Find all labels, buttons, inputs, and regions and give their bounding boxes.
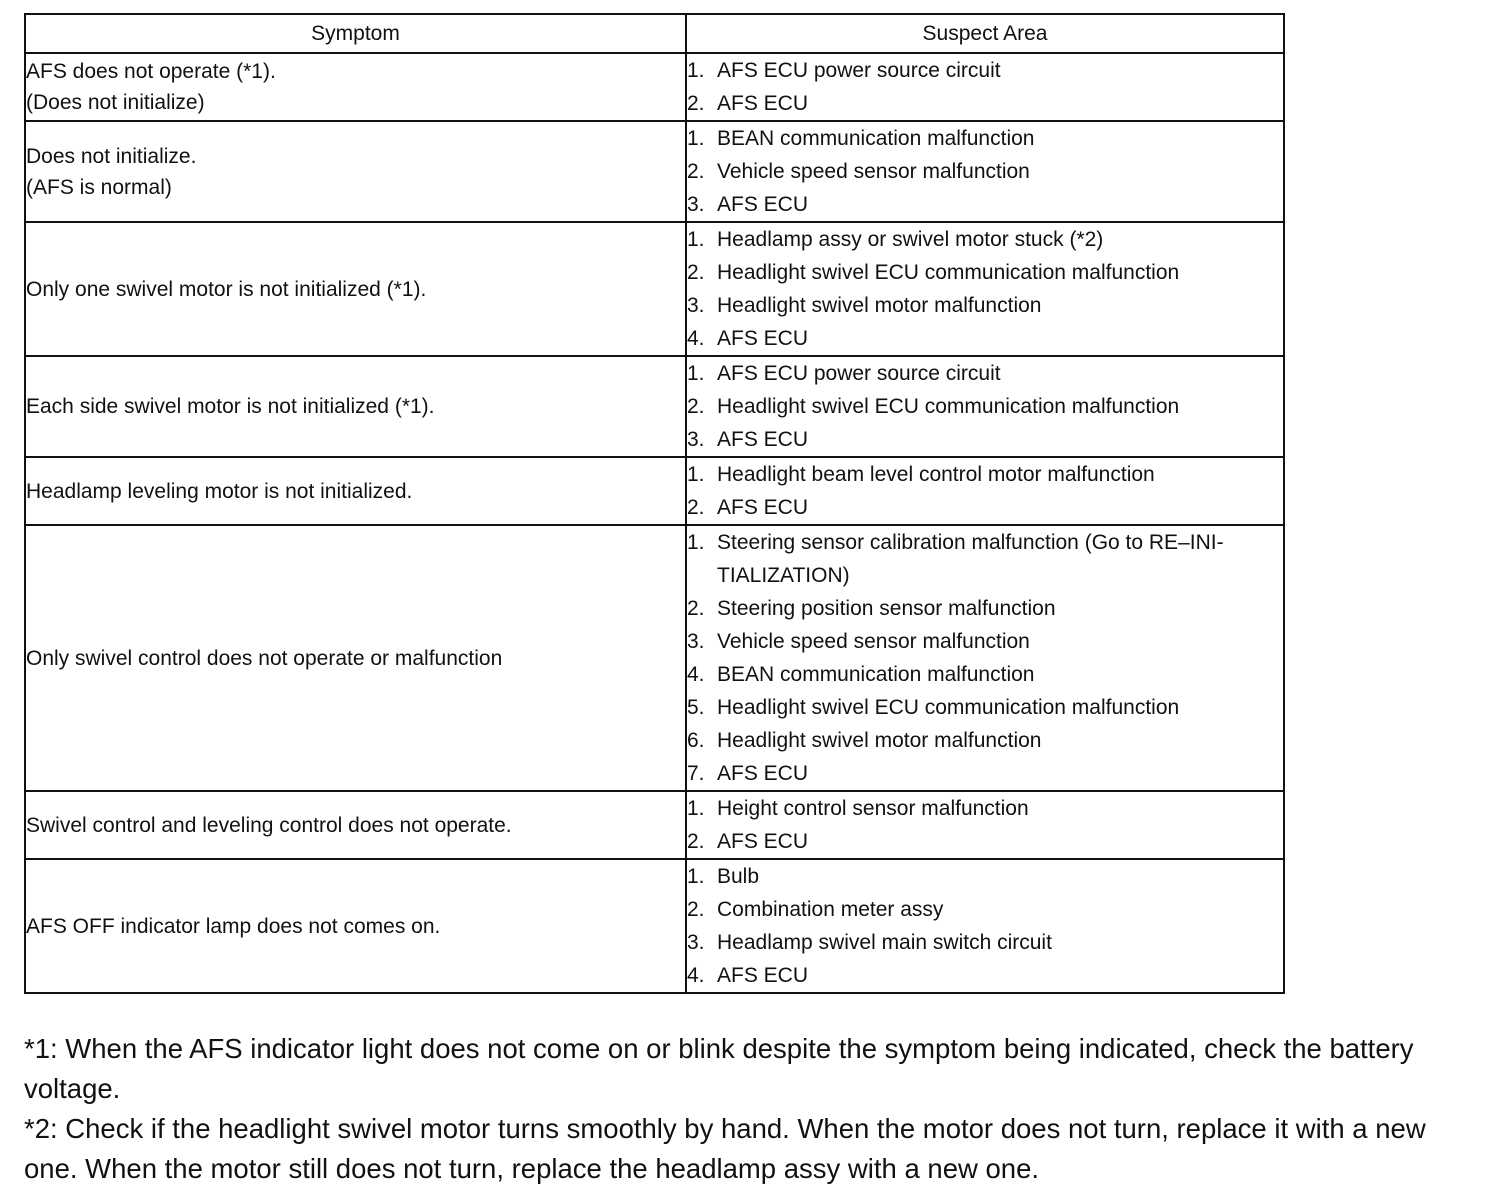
suspect-text: AFS ECU <box>717 762 809 785</box>
symptom-cell <box>25 121 686 222</box>
suspect-area-header: Suspect Area <box>686 14 1284 53</box>
suspect-number: 1. <box>687 59 705 82</box>
suspect-item <box>687 724 1283 757</box>
suspect-item <box>687 256 1283 289</box>
suspect-number: 2. <box>687 898 705 921</box>
suspect-list <box>687 792 1283 858</box>
suspect-number: 1. <box>687 797 705 820</box>
suspect-area-cell <box>686 791 1284 859</box>
suspect-list <box>687 223 1283 355</box>
suspect-number: 3. <box>687 428 705 451</box>
suspect-number: 2. <box>687 395 705 418</box>
symptom-text: AFS OFF indicator lamp does not comes on. <box>26 914 441 938</box>
symptom-cell <box>25 222 686 356</box>
symptom-text: Headlamp leveling motor is not initialized. <box>26 479 413 503</box>
suspect-number: 1. <box>687 531 705 554</box>
symptom-cell <box>25 525 686 791</box>
suspect-item <box>687 825 1283 858</box>
suspect-item <box>687 592 1283 625</box>
suspect-number: 2. <box>687 496 705 519</box>
suspect-number: 2. <box>687 160 705 183</box>
symptom-cell <box>25 457 686 525</box>
suspect-item <box>687 792 1283 825</box>
suspect-item <box>687 357 1283 390</box>
suspect-item <box>687 458 1283 491</box>
suspect-text: AFS ECU <box>717 496 809 519</box>
suspect-text: AFS ECU <box>717 830 809 853</box>
suspect-area-cell <box>686 222 1284 356</box>
suspect-text: AFS ECU <box>717 428 809 451</box>
suspect-text: AFS ECU power source circuit <box>717 59 1001 82</box>
trouble-table <box>24 13 1285 994</box>
suspect-text: AFS ECU <box>717 964 809 987</box>
suspect-text: Steering position sensor malfunction <box>717 597 1056 620</box>
suspect-text: Headlight swivel motor malfunction <box>717 729 1042 752</box>
suspect-item <box>687 625 1283 658</box>
suspect-list <box>687 458 1283 524</box>
suspect-text: AFS ECU <box>717 327 809 350</box>
suspect-area-cell <box>686 53 1284 121</box>
symptom-text: Only swivel control does not operate or malfunction <box>26 646 503 670</box>
symptom-header: Symptom <box>25 14 686 53</box>
table-row <box>25 222 1284 356</box>
suspect-item <box>687 390 1283 423</box>
suspect-text: Headlamp assy or swivel motor stuck (*2) <box>717 228 1104 251</box>
suspect-text: BEAN communication malfunction <box>717 127 1035 150</box>
suspect-list <box>687 357 1283 456</box>
footnote-1: *1: When the AFS indicator light does not come on or blink despite the symptom being indicated, check the battery voltage. <box>24 1033 1414 1104</box>
suspect-item <box>687 423 1283 456</box>
suspect-item <box>687 491 1283 524</box>
suspect-text: Headlight swivel ECU communication malfunction <box>717 395 1180 418</box>
suspect-number: 5. <box>687 696 705 719</box>
table-row <box>25 859 1284 993</box>
suspect-list <box>687 860 1283 992</box>
symptom-cell <box>25 53 686 121</box>
suspect-area-cell <box>686 121 1284 222</box>
suspect-item <box>687 289 1283 322</box>
table-row <box>25 791 1284 859</box>
suspect-number: 2. <box>687 830 705 853</box>
suspect-number: 2. <box>687 261 705 284</box>
table-row <box>25 525 1284 791</box>
footnote-2: *2: Check if the headlight swivel motor turns smoothly by hand. When the motor does not turn, replace it with a new one. When the motor still does not turn, replace the headlamp assy with a new one. <box>24 1113 1426 1184</box>
symptom-text: AFS does not operate (*1). <box>26 60 276 83</box>
suspect-number: 2. <box>687 92 705 115</box>
suspect-number: 1. <box>687 228 705 251</box>
suspect-item <box>687 322 1283 355</box>
suspect-item <box>687 188 1283 221</box>
suspect-text: Headlight beam level control motor malfunction <box>717 463 1155 486</box>
suspect-item <box>687 893 1283 926</box>
suspect-number: 4. <box>687 964 705 987</box>
suspect-number: 3. <box>687 931 705 954</box>
suspect-list <box>687 526 1283 790</box>
suspect-text: Vehicle speed sensor malfunction <box>717 160 1030 183</box>
suspect-text: Headlamp swivel main switch circuit <box>717 931 1052 954</box>
suspect-text: Bulb <box>717 865 760 888</box>
suspect-number: 1. <box>687 865 705 888</box>
symptom-text: Only one swivel motor is not initialized (*1). <box>26 277 427 301</box>
footnotes <box>24 1029 1474 1189</box>
suspect-list <box>687 122 1283 221</box>
symptom-text: Each side swivel motor is not initialized (*1). <box>26 395 435 418</box>
suspect-item <box>687 757 1283 790</box>
suspect-text: Headlight swivel motor malfunction <box>717 294 1042 317</box>
suspect-item <box>687 155 1283 188</box>
suspect-item <box>687 926 1283 959</box>
suspect-text: Height control sensor malfunction <box>717 797 1029 820</box>
table-row <box>25 457 1284 525</box>
suspect-text: Steering sensor calibration malfunction (Go to RE–INI- TIALIZATION) <box>717 531 1224 587</box>
suspect-text: Combination meter assy <box>717 898 944 921</box>
suspect-text: AFS ECU power source circuit <box>717 362 1001 385</box>
suspect-area-cell <box>686 859 1284 993</box>
suspect-text: AFS ECU <box>717 92 809 115</box>
suspect-item <box>687 691 1283 724</box>
suspect-number: 1. <box>687 463 705 486</box>
suspect-number: 2. <box>687 597 705 620</box>
suspect-text: Vehicle speed sensor malfunction <box>717 630 1030 653</box>
suspect-text: BEAN communication malfunction <box>717 663 1035 686</box>
suspect-item <box>687 87 1283 120</box>
suspect-text: Headlight swivel ECU communication malfunction <box>717 261 1180 284</box>
suspect-item <box>687 959 1283 992</box>
suspect-area-cell <box>686 356 1284 457</box>
suspect-item <box>687 526 1283 592</box>
suspect-number: 3. <box>687 193 705 216</box>
suspect-area-cell <box>686 457 1284 525</box>
suspect-area-cell <box>686 525 1284 791</box>
table-body <box>25 53 1284 993</box>
suspect-text: Headlight swivel ECU communication malfunction <box>717 696 1180 719</box>
symptom-cell <box>25 356 686 457</box>
suspect-number: 7. <box>687 762 705 785</box>
suspect-number: 4. <box>687 663 705 686</box>
symptom-text: Does not initialize. <box>26 144 197 168</box>
suspect-list <box>687 54 1283 120</box>
suspect-number: 1. <box>687 127 705 150</box>
suspect-number: 3. <box>687 294 705 317</box>
suspect-item <box>687 658 1283 691</box>
header-row <box>25 14 1284 53</box>
suspect-text: AFS ECU <box>717 193 809 216</box>
table-row <box>25 356 1284 457</box>
suspect-number: 4. <box>687 327 705 350</box>
suspect-number: 1. <box>687 362 705 385</box>
suspect-number: 6. <box>687 729 705 752</box>
table-row <box>25 53 1284 121</box>
symptom-text: (AFS is normal) <box>26 175 172 199</box>
suspect-item <box>687 122 1283 155</box>
symptom-cell <box>25 791 686 859</box>
suspect-item <box>687 54 1283 87</box>
suspect-number: 3. <box>687 630 705 653</box>
table-row <box>25 121 1284 222</box>
symptom-cell <box>25 859 686 993</box>
symptom-text: Swivel control and leveling control does not operate. <box>26 813 512 837</box>
suspect-item <box>687 860 1283 893</box>
symptom-text: (Does not initialize) <box>26 91 205 114</box>
suspect-item <box>687 223 1283 256</box>
